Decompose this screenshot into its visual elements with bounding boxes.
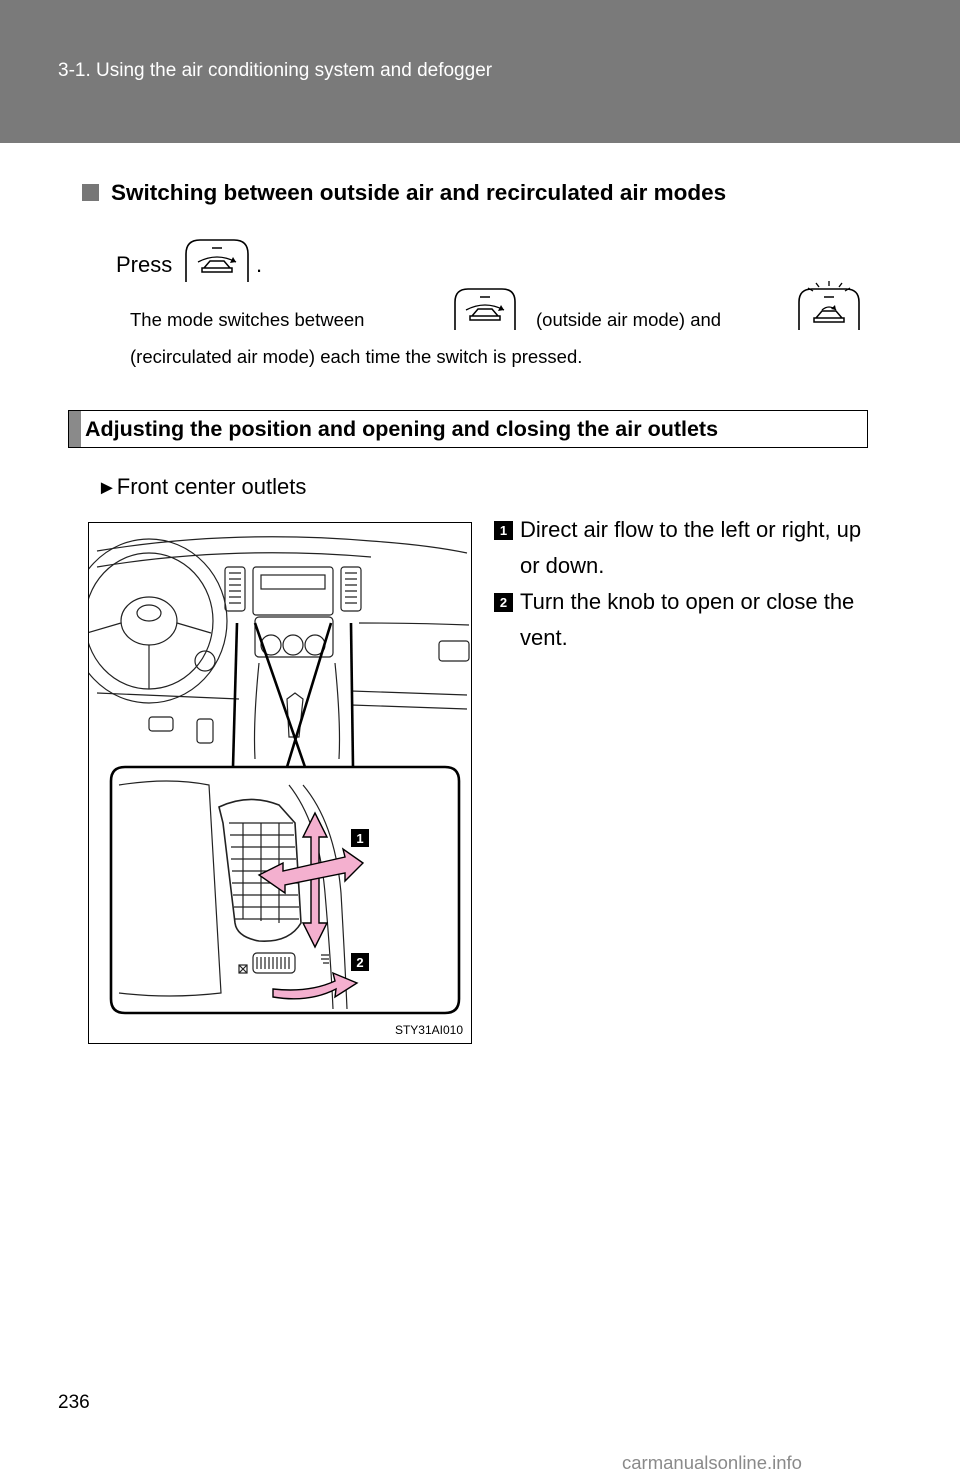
figure-callout-1: 1 [356,831,364,846]
recirculated-air-switch-icon [796,280,862,332]
section-heading-text: Switching between outside air and recirculated air modes [111,180,727,205]
figure-callout-2: 2 [356,955,364,970]
bullet-front-center [97,474,306,500]
dashboard-drawing [89,523,471,1043]
section-heading [82,180,726,206]
watermark: carmanualsonline.info [622,1452,802,1473]
step-2 [494,584,866,656]
page-header [0,0,960,143]
outlets-heading-box [68,410,868,448]
note-part1: The mode switches between [130,309,365,330]
triangle-bullet-icon: ► [97,477,117,499]
heading-square-icon [82,184,99,201]
outside-air-switch-icon-inline [452,286,518,332]
step-number-2: 2 [494,593,513,612]
note-part3: (recirculated air mode) each time the switch is pressed. [130,346,583,367]
step-number-1: 1 [494,521,513,540]
bullet-text: Front center outlets [116,474,307,499]
note-part2: (outside air mode) and [536,309,722,330]
chapter-title: 3-1. Using the air conditioning system and defogger [58,60,493,81]
page-number: 236 [58,1392,90,1413]
step-text-2: Turn the knob to open or close the vent. [520,589,855,650]
outside-air-switch-icon [182,236,252,286]
outlets-heading: Adjusting the position and opening and closing the air outlets [85,417,719,441]
figure-code: STY31AI010 [394,1023,463,1037]
press-suffix: . [256,252,263,277]
air-outlet-illustration [88,522,472,1044]
heading-accent-bar [69,411,81,447]
step-text-1: Direct air flow to the left or right, up or down. [520,517,862,578]
step-1 [494,512,866,584]
press-prefix: Press [116,252,173,277]
